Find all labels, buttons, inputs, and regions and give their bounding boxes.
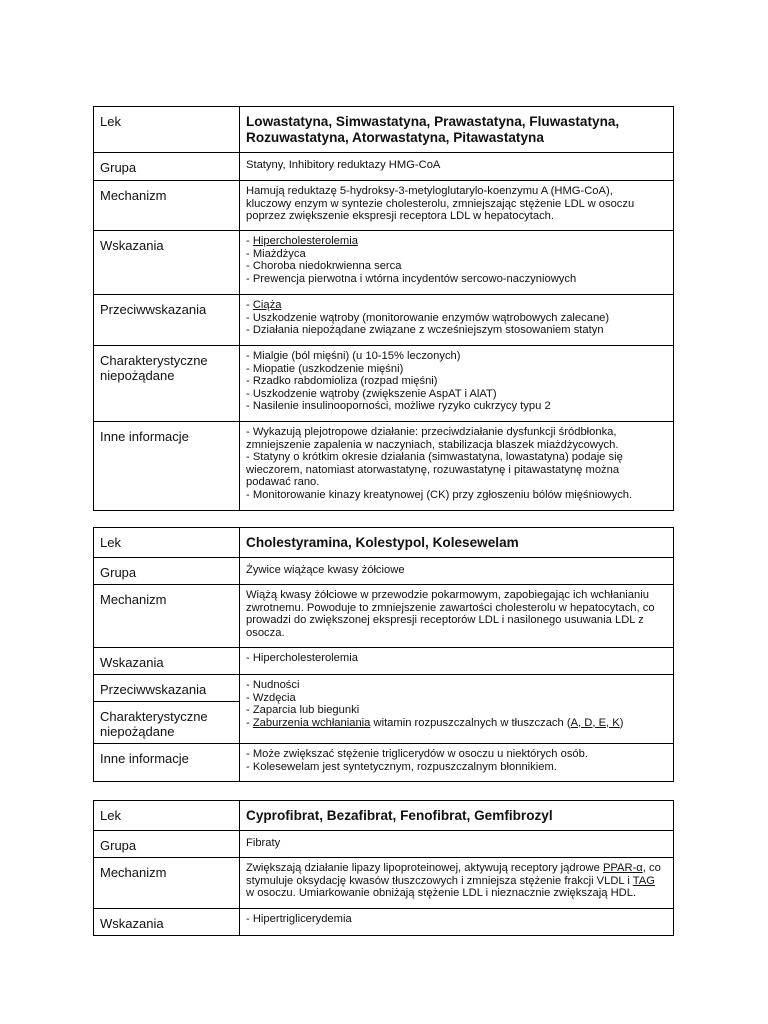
inne-value: - Może zwiększać stężenie triglicerydów w osoczu u niektórych osób. - Kolesewelam jest syntetycznym, rozpuszczalnym błonnikiem. [240,744,674,782]
charakterystyczne-label: Charakterystyczne niepożądane [94,702,240,744]
drug-table-fibrates [93,800,674,936]
lek-label: Lek [94,801,240,831]
grupa-value: Statyny, Inhibitory reduktazy HMG-CoA [240,153,674,181]
inne-label: Inne informacje [94,744,240,782]
inne-value: - Wykazują plejotropowe działanie: przeciwdziałanie dysfunkcji śródbłonka, zmniejszenie zapalenia w naczyniach, stabilizacja blaszek miażdżycowych. - Statyny o krótkim okresie działania (simwastatyna, lowastatyna) podaje się wieczorem, natomiast atorwastatynę, rozuwastatynę i pitawastatynę można podawać rano. - Monitorowanie kinazy kreatynowej (CK) przy zgłoszeniu bólów mięśniowych. [240,422,674,511]
grupa-label: Grupa [94,831,240,858]
drug-table-statins [93,106,674,511]
mechanizm-label: Mechanizm [94,181,240,231]
wskazania-value: - Hipercholesterolemia - Miażdżyca - Choroba niedokrwienna serca - Prewencja pierwotna i wtórna incydentów sercowo-naczyniowych [240,231,674,295]
lek-label: Lek [94,528,240,558]
przeciwwskazania-value: - Ciąża - Uszkodzenie wątroby (monitorowanie enzymów wątrobowych zalecane) - Działania niepożądane związane z wcześniejszym stosowaniem statyn [240,295,674,346]
side-effects-value: - Nudności - Wzdęcia - Zaparcia lub biegunki - Zaburzenia wchłaniania witamin rozpuszczalnych w tłuszczach (A, D, E, K) [240,675,674,744]
przeciwwskazania-label: Przeciwwskazania [94,295,240,346]
inne-label: Inne informacje [94,422,240,511]
mechanizm-label: Mechanizm [94,858,240,909]
drug-name: Cyprofibrat, Bezafibrat, Fenofibrat, Gemfibrozyl [240,801,674,831]
wskazania-label: Wskazania [94,909,240,936]
wskazania-value: - Hipercholesterolemia [240,648,674,675]
drug-name: Lowastatyna, Simwastatyna, Prawastatyna, Fluwastatyna, Rozuwastatyna, Atorwastatyna, Pitawastatyna [240,107,674,153]
grupa-label: Grupa [94,558,240,585]
lek-label: Lek [94,107,240,153]
wskazania-value: - Hipertriglicerydemia [240,909,674,936]
wskazania-label: Wskazania [94,648,240,675]
wskazania-label: Wskazania [94,231,240,295]
grupa-label: Grupa [94,153,240,181]
charakterystyczne-value: - Mialgie (ból mięśni) (u 10-15% leczonych) - Miopatie (uszkodzenie mięśni) - Rzadko rabdomioliza (rozpad mięśni) - Uszkodzenie wątroby (zwiększenie AspAT i AlAT) - Nasilenie insulinooporności, możliwe ryzyko cukrzycy typu 2 [240,346,674,422]
charakterystyczne-label: Charakterystyczne niepożądane [94,346,240,422]
mechanizm-value: Zwiększają działanie lipazy lipoproteinowej, aktywują receptory jądrowe PPAR-α, co stymuluje oksydację kwasów tłuszczowych i zmniejsza stężenie frakcji VLDL i TAG w osoczu. Umiarkowanie obniżają stężenie LDL i nieznacznie zwiększają HDL. [240,858,674,909]
drug-name: Cholestyramina, Kolestypol, Kolesewelam [240,528,674,558]
przeciwwskazania-label: Przeciwwskazania [94,675,240,702]
grupa-value: Żywice wiążące kwasy żółciowe [240,558,674,585]
drug-table-bile-acid-resins [93,527,674,782]
mechanizm-value: Hamują reduktazę 5-hydroksy-3-metyloglutarylo-koenzymu A (HMG-CoA), kluczowy enzym w syntezie cholesterolu, zmniejszając stężenie LDL w osoczu poprzez zwiększenie ekspresji receptora LDL w hepatocytach. [240,181,674,231]
mechanizm-label: Mechanizm [94,585,240,648]
mechanizm-value: Wiążą kwasy żółciowe w przewodzie pokarmowym, zapobiegając ich wchłanianiu zwrotnemu. Powoduje to zmniejszenie zawartości cholesterolu w hepatocytach, co prowadzi do zwiększonej ekspresji receptorów LDL i nasilonego usuwania LDL z osocza. [240,585,674,648]
grupa-value: Fibraty [240,831,674,858]
